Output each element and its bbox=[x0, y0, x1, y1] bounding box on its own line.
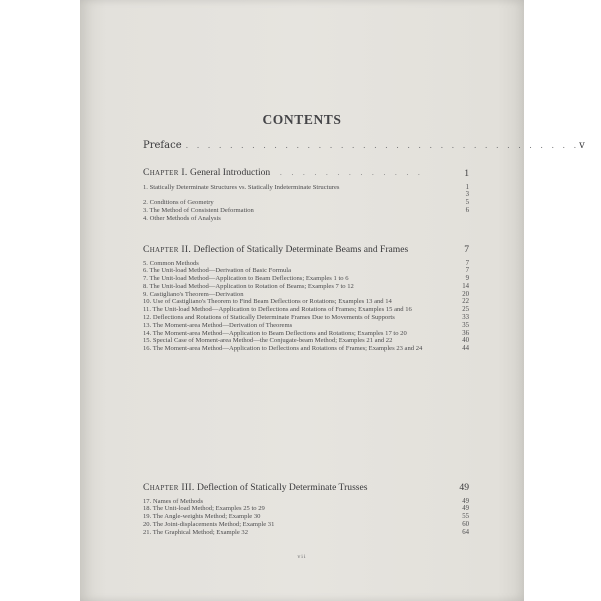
preface-entry bbox=[143, 140, 585, 151]
section-entry: 3. The Method of Consistent Deformation 6 bbox=[143, 206, 469, 214]
contents-title: CONTENTS bbox=[262, 112, 342, 127]
section-entry: 9. Castigliano's Theorem—Derivation 20 bbox=[143, 290, 469, 298]
section-entry: 7. The Unit-load Method—Application to Beam Deflections; Examples 1 to 6 9 bbox=[143, 275, 469, 283]
chapter-heading: Chapter I. General Introduction . . . . . . . . . . . . . 1 bbox=[143, 167, 469, 179]
section-entry: 14. The Moment-area Method—Application to Beam Deflections and Rotations; Examples 17 to 20 36 bbox=[143, 329, 469, 337]
section-entry: 13. The Moment-area Method—Derivation of Theorems 35 bbox=[143, 321, 469, 329]
section-entry: 15. Special Case of Moment-area Method—the Conjugate-beam Method; Examples 21 and 22 40 bbox=[143, 337, 469, 345]
section-list bbox=[143, 260, 469, 354]
section-entry: 3 bbox=[465, 191, 469, 199]
section-entry: 17. Names of Methods 49 bbox=[143, 497, 469, 505]
section-entry: 2. Conditions of Geometry 5 bbox=[143, 199, 469, 207]
chapter-3 bbox=[143, 482, 469, 536]
section-entry: 10. Use of Castigliano's Theorem to Find Beam Deflections or Rotations; Examples 13 and 14 22 bbox=[143, 298, 469, 306]
section-entry: 8. The Unit-load Method—Application to Rotation of Beams; Examples 7 to 12 14 bbox=[143, 282, 469, 290]
chapter-heading bbox=[143, 244, 469, 256]
chapter-title: Deflection of Statically Determinate Trusses bbox=[197, 482, 368, 493]
page-folio: vii bbox=[297, 554, 307, 560]
chapter-1 bbox=[143, 167, 469, 222]
section-entry: 1. Statically Determinate Structures vs. Statically Indeterminate Structures 1 bbox=[143, 183, 469, 191]
chapter-number: Chapter III. bbox=[143, 482, 195, 493]
chapter-2 bbox=[143, 244, 469, 353]
section-list bbox=[143, 498, 469, 537]
chapter-page: 1 bbox=[464, 168, 469, 179]
section-entry: 20. The Joint-displacements Method; Example 31 60 bbox=[143, 520, 469, 528]
preface-label: Preface bbox=[143, 140, 182, 151]
section-entry: 12. Deflections and Rotations of Statically Determinate Frames Due to Movements of Supports 33 bbox=[143, 314, 469, 322]
section-entry: 16. The Moment-area Method—Application to Deflections and Rotations of Frames; Examples 23 and 24 44 bbox=[143, 345, 469, 353]
book-page bbox=[80, 0, 585, 601]
section-entry: 4. Other Methods of Analysis bbox=[143, 214, 221, 222]
chapter-page: 49 bbox=[459, 482, 469, 493]
chapter-page: 7 bbox=[464, 244, 469, 255]
section-list bbox=[143, 184, 469, 223]
section-entry: 5. Common Methods 7 bbox=[143, 259, 469, 267]
section-entry: 21. The Graphical Method; Example 32 64 bbox=[143, 528, 469, 536]
chapter-title: General Introduction bbox=[190, 167, 271, 178]
preface-page: v bbox=[579, 140, 585, 151]
dot-leader: . . . . . . . . . . . . . . . . . . . . . . . . . . . . . . . . . . . . bbox=[185, 141, 580, 150]
chapter-number: Chapter I. bbox=[143, 167, 188, 178]
section-entry: 11. The Unit-load Method—Application to Deflections and Rotations of Frames; Examples 15 and 16 25 bbox=[143, 306, 469, 314]
chapter-number: Chapter II. bbox=[143, 244, 192, 255]
section-entry: 6. The Unit-load Method—Derivation of Basic Formula 7 bbox=[143, 267, 469, 275]
section-entry: 18. The Unit-load Method; Examples 25 to 29 49 bbox=[143, 505, 469, 513]
chapter-title: Deflection of Statically Determinate Beams and Frames bbox=[193, 244, 409, 255]
chapter-heading bbox=[143, 482, 469, 494]
section-entry: 19. The Angle-weights Method; Example 30 55 bbox=[143, 513, 469, 521]
